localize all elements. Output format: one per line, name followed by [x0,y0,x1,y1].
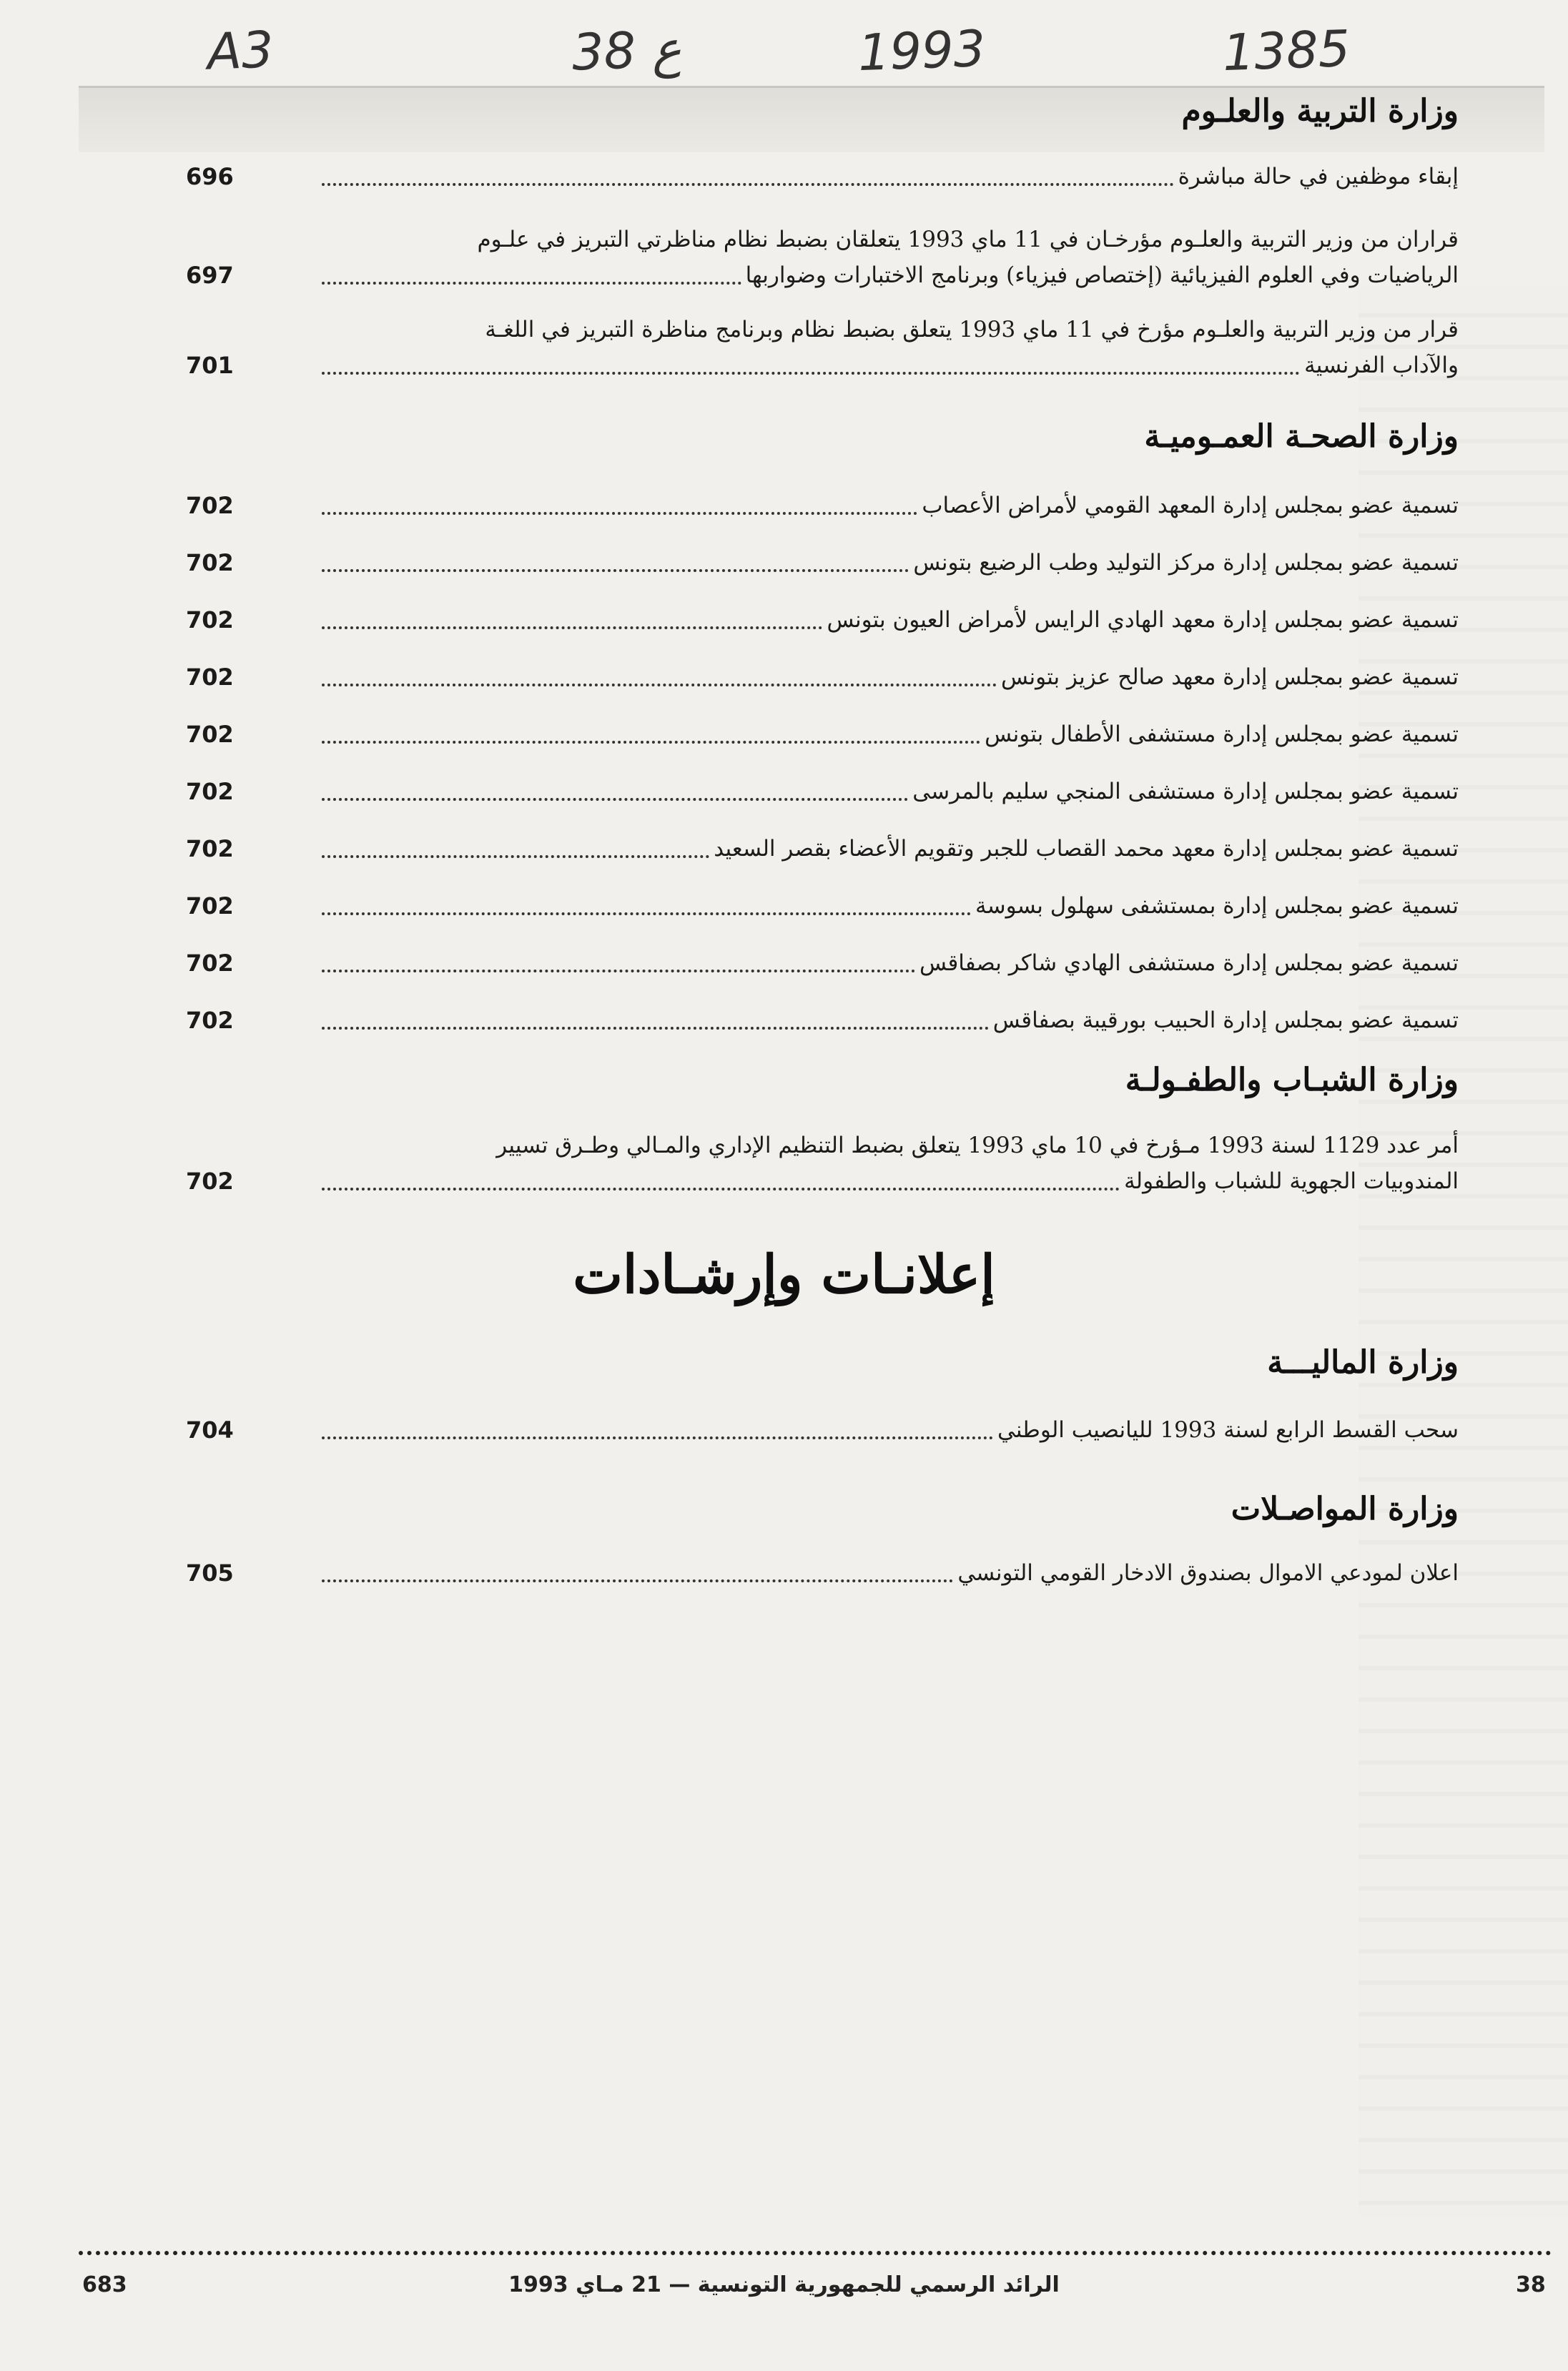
page-number: 696 [186,163,234,190]
entry-title: تسمية عضو بمجلس إدارة معهد محمد القصاب للجبر وتقويم الأعضاء بقصر السعيد [714,836,1459,862]
leader-dots [322,1421,993,1439]
footer-page-left: 683 [82,2272,127,2297]
toc-entry[interactable] [186,716,1459,752]
entry-title: تسمية عضو بمجلس إدارة مستشفى الأطفال بتونس [985,721,1459,747]
page-number: 702 [186,835,234,862]
handwritten-note-year: 1993 [857,19,987,83]
entry-title-line: قراران من وزير التربية والعلـوم مؤرخـان في 11 ماي 1993 يتعلقان بضبط نظام مناظرتي التبريز في علـوم [477,227,1459,252]
leader-dots [322,496,917,515]
leader-dots [322,611,822,629]
toc-entry[interactable] [186,774,1459,809]
leader-dots [322,782,908,801]
page-number: 702 [186,1168,234,1195]
entry-title: سحب القسط الرابع لسنة 1993 لليانصيب الوطني [997,1417,1459,1443]
leader-dots [322,1011,989,1030]
toc-entry[interactable] [186,602,1459,638]
toc-entry[interactable] [186,488,1459,523]
leader-dots [322,266,741,285]
page-number: 702 [186,492,234,519]
toc-entry[interactable] [186,1555,1459,1591]
toc-entry[interactable] [186,888,1459,924]
toc-entry[interactable] [186,1412,1459,1448]
page-number: 704 [186,1416,234,1444]
entry-title: اعلان لمودعي الاموال بصندوق الادخار القومي التونسي [957,1560,1459,1586]
entry-title: تسمية عضو بمجلس إدارة مستشفى الهادي شاكر بصفاقس [919,950,1459,976]
leader-dots [322,839,709,858]
leader-dots [322,725,980,744]
page-number: 702 [186,549,234,576]
handwritten-note-issue: 38 ع [571,19,683,82]
section-heading-public-health: وزارة الصحـة العمـوميـة [1144,418,1459,455]
toc-entry[interactable] [186,659,1459,695]
toc-entry[interactable] [186,312,1459,383]
footer-divider [79,2251,1552,2255]
leader-dots [322,1564,953,1582]
announcements-title: إعلانـات وإرشـادات [573,1244,995,1306]
entry-title: والآداب الفرنسية [1304,353,1459,378]
leader-dots [322,668,997,686]
entry-title: تسمية عضو بمجلس إدارة مركز التوليد وطب الرضيع بتونس [913,550,1459,576]
page-number: 702 [186,950,234,977]
handwritten-note-a3: A3 [206,20,275,82]
leader-dots [322,954,915,972]
toc-entry[interactable] [186,831,1459,867]
toc-entry[interactable] [186,159,1459,194]
entry-title-line: أمر عدد 1129 لسنة 1993 مـؤرخ في 10 ماي 1993 يتعلق بضبط التنظيم الإداري والمـالي وطـرق تسيير [496,1133,1459,1158]
footer-page-right: 38 [1516,2272,1546,2297]
leader-dots [322,1172,1120,1191]
entry-title: المندوبيات الجهوية للشباب والطفولة [1124,1168,1459,1194]
entry-title: تسمية عضو بمجلس إدارة مستشفى المنجي سليم بالمرسى [912,779,1459,804]
page-number: 697 [186,262,234,289]
handwritten-note-number: 1385 [1221,19,1351,83]
page-number: 702 [186,721,234,748]
entry-title: تسمية عضو بمجلس إدارة الحبيب بورقيبة بصفاقس [992,1007,1459,1033]
page-number: 702 [186,606,234,634]
page-number: 702 [186,892,234,920]
entry-title: تسمية عضو بمجلس إدارة معهد الهادي الرايس لأمراض العيون بتونس [827,607,1459,633]
page-number: 702 [186,664,234,691]
section-heading-communications: وزارة المواصـلات [1231,1491,1459,1527]
entry-title-line: قرار من وزير التربية والعلـوم مؤرخ في 11 ماي 1993 يتعلق بضبط نظام وبرنامج مناظرة التبريز في اللغـة [485,317,1459,342]
leader-dots [322,897,971,915]
section-heading-education: وزارة التربية والعلـوم [1181,93,1459,129]
page-number: 705 [186,1559,234,1587]
leader-dots [322,553,909,572]
entry-title: تسمية عضو بمجلس إدارة المعهد القومي لأمراض الأعصاب [922,493,1459,518]
toc-entry[interactable] [186,1002,1459,1038]
toc-entry[interactable] [186,545,1459,581]
section-heading-finance: وزارة الماليـــة [1267,1344,1459,1381]
page-number: 702 [186,778,234,805]
leader-dots [322,356,1300,375]
section-heading-youth: وزارة الشبـاب والطفـولـة [1125,1062,1459,1098]
entry-title: تسمية عضو بمجلس إدارة معهد صالح عزيز بتونس [1001,664,1459,690]
entry-title: إبقاء موظفين في حالة مباشرة [1178,164,1459,189]
toc-entry[interactable] [186,1128,1459,1199]
page-number: 701 [186,352,234,379]
entry-title: الرياضيات وفي العلوم الفيزيائية (إختصاص فيزياء) وبرنامج الاختبارات وضواربها [745,262,1459,288]
toc-entry[interactable] [186,222,1459,293]
toc-entry[interactable] [186,945,1459,981]
leader-dots [322,167,1174,186]
page-number: 702 [186,1007,234,1034]
entry-title: تسمية عضو بمجلس إدارة بمستشفى سهلول بسوسة [975,893,1459,919]
footer-publication: الرائد الرسمي للجمهورية التونسية — 21 مـاي 1993 [508,2272,1060,2297]
